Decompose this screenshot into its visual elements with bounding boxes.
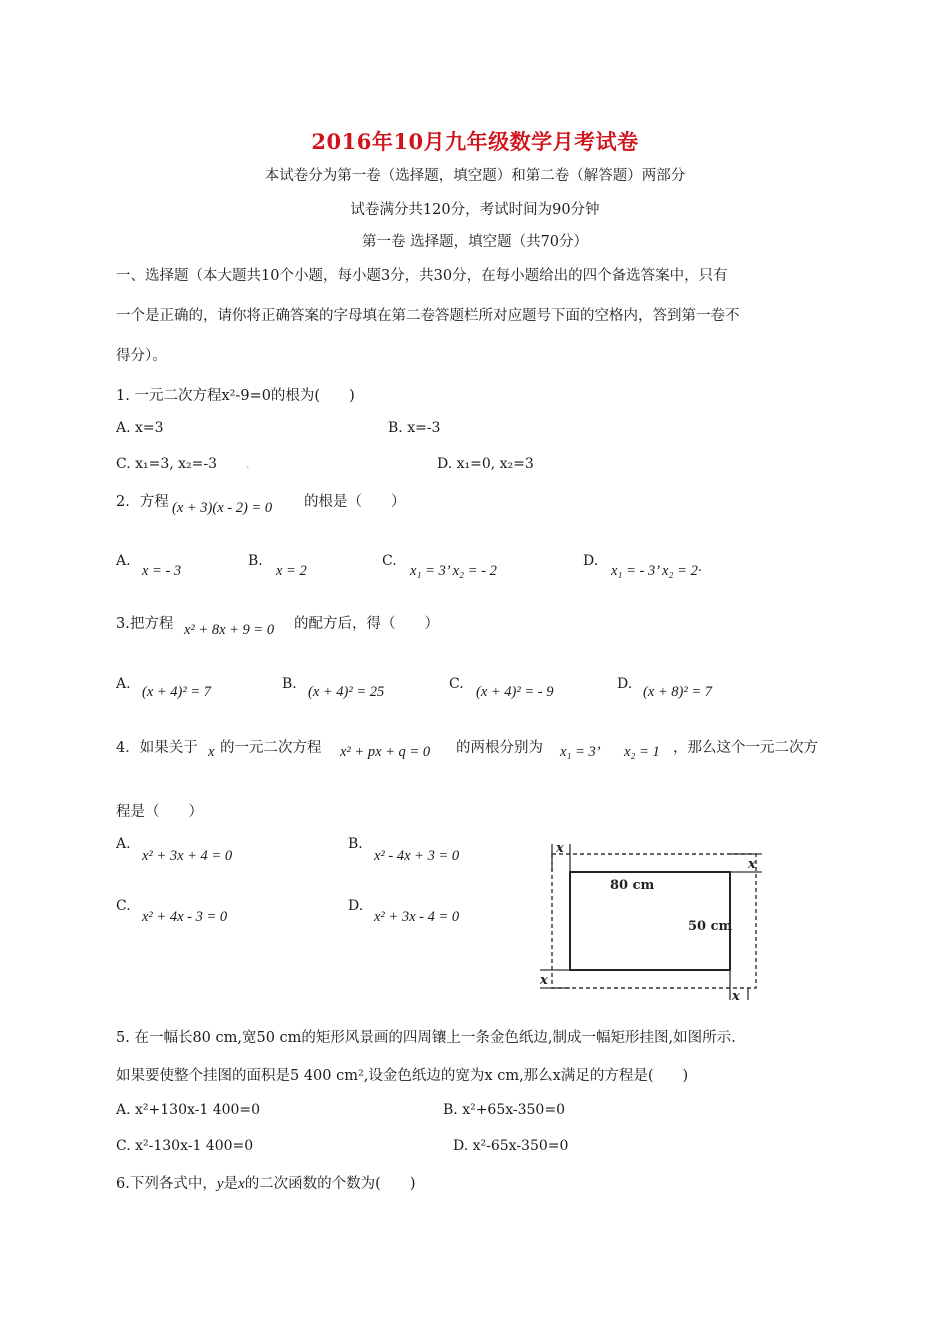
q5-option-c: C. x²-130x-1 400=0 [116,1138,254,1154]
q4-root-2: x₂ = 1 [624,744,660,760]
q2-label-c: C. [382,553,397,569]
q3-label-d: D. [617,676,633,692]
q4-line-2: 程是（ ） [116,804,203,820]
q2-suffix: 的根是（ ） [304,494,406,510]
stray-dot-mark: . [246,458,250,471]
q2-label-d: D. [583,553,599,569]
q1-option-b: B. x=-3 [388,420,441,436]
q4-text-3: 的两根分别为 [456,740,543,756]
q5-line-2: 如果要使整个挂图的面积是5 400 cm²,设金色纸边的宽为x cm,那么x满足的方程是( ) [116,1068,689,1084]
q2-option-a: x = - 3 [142,563,182,579]
exam-subtitle-2: 试卷满分共120分，考试时间为90分钟 [350,202,600,218]
instructions-line-1: 一、选择题（本大题共10个小题，每小题3分，共30分，在每小题给出的四个备选答案中，只有 [116,268,728,284]
q4-label-b: B. [348,836,363,852]
q3-label-b: B. [282,676,297,692]
q1-option-c: C. x₁=3, x₂=-3 [116,456,218,472]
q4-equation: x² + px + q = 0 [340,744,431,760]
q4-text-2: 的一元二次方程 [220,740,322,756]
q4-prefix: 4．如果关于 [116,740,198,756]
width-label: 50 cm [688,919,733,934]
q3-prefix: 3.把方程 [116,616,174,632]
q5-option-d: D. x²-65x-350=0 [453,1138,569,1154]
x-label-top: x [556,841,564,856]
q4-option-c: x² + 4x - 3 = 0 [142,909,228,925]
q6-stem [116,1172,416,1193]
q2-option-b: x = 2 [276,563,307,579]
q3-option-d: (x + 8)² = 7 [643,684,713,700]
q1-option-d: D. x₁=0, x₂=3 [437,456,534,472]
q6-var-x: x [238,1176,245,1192]
q4-variable: x [208,744,215,760]
instructions-line-3: 得分）。 [116,348,167,364]
q6-text-2: 是 [223,1176,239,1192]
exam-subtitle-1: 本试卷分为第一卷（选择题，填空题）和第二卷（解答题）两部分 [264,168,686,184]
q5-line-1: 5. 在一幅长80 cm,宽50 cm的矩形风景画的四周镶上一条金色纸边,制成一幅矩形挂图,如图所示. [116,1030,736,1046]
x-label-right: x [748,857,756,872]
q3-label-c: C. [449,676,464,692]
q2-label-a: A. [116,553,131,569]
q4-label-d: D. [348,898,364,914]
length-label: 80 cm [610,878,655,893]
q2-label-b: B. [248,553,263,569]
q2-equation: (x + 3)(x - 2) = 0 [172,500,273,516]
q3-option-a: (x + 4)² = 7 [142,684,212,700]
q6-text-1: 6.下列各式中， [116,1176,217,1192]
q4-option-a: x² + 3x + 4 = 0 [142,848,233,864]
q3-option-c: (x + 4)² = - 9 [476,684,554,700]
q1-option-a: A. x=3 [116,420,164,436]
q4-label-c: C. [116,898,131,914]
q4-option-b: x² - 4x + 3 = 0 [374,848,460,864]
q4-root-1: x₁ = 3’ [560,744,601,760]
q3-suffix: 的配方后，得（ ） [294,616,439,632]
q6-var-y: y [216,1176,224,1192]
section-title: 第一卷 选择题，填空题（共70分） [361,234,589,250]
instructions-line-2: 一个是正确的，请你将正确答案的字母填在第二卷答题栏所对应题号下面的空格内，答到第一卷不 [116,308,740,324]
q6-text-3: 的二次函数的个数为( ) [244,1176,416,1192]
q4-label-a: A. [116,836,131,852]
q5-option-b: B. x²+65x-350=0 [443,1102,565,1118]
q4-text-4: ，那么这个一元二次方 [673,740,818,756]
frame-diagram [536,838,768,1004]
x-label-left: x [540,973,548,988]
q3-label-a: A. [116,676,131,692]
q2-option-c: x₁ = 3’ x₂ = - 2 [410,563,497,579]
q2-prefix: 2．方程 [116,494,169,510]
x-label-bottom: x [732,989,740,1004]
q4-option-d: x² + 3x - 4 = 0 [374,909,460,925]
exam-title: 2016年10月九年级数学月考试卷 [311,129,639,154]
q5-option-a: A. x²+130x-1 400=0 [116,1102,261,1118]
q3-equation: x² + 8x + 9 = 0 [184,622,275,638]
q1-stem: 1. 一元二次方程x²-9=0的根为( ) [116,388,355,404]
q3-option-b: (x + 4)² = 25 [308,684,385,700]
q2-option-d: x₁ = - 3’ x₂ = 2· [611,563,702,579]
